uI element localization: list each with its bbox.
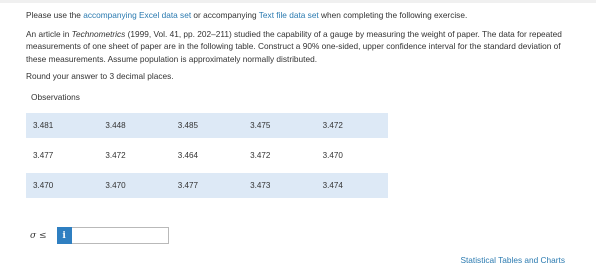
table-cell: 3.475 bbox=[243, 113, 315, 138]
problem-prefix: An article in bbox=[26, 28, 72, 39]
table-cell: 3.473 bbox=[243, 173, 315, 198]
top-divider bbox=[0, 0, 596, 3]
intro-text bbox=[26, 9, 574, 22]
problem-body: (1999, Vol. 41, pp. 202–211) studied the capability of a gauge by measuring the weight of paper. The data for repeated measurements of one sheet of paper are in the following table. Construct a 90% one-sided, upper confidence interval for the standard deviation of these measurements. Assume population is approximately normally distributed. bbox=[26, 28, 562, 64]
answer-input[interactable] bbox=[72, 227, 169, 244]
answer-row bbox=[30, 227, 169, 244]
table-cell: 3.485 bbox=[171, 113, 243, 138]
sigma-label: σ ≤ bbox=[30, 230, 47, 241]
table-cell: 3.470 bbox=[316, 143, 388, 168]
table-cell: 3.470 bbox=[26, 173, 98, 198]
table-cell: 3.464 bbox=[171, 143, 243, 168]
table-cell: 3.472 bbox=[243, 143, 315, 168]
observations-table bbox=[26, 113, 388, 198]
problem-statement bbox=[26, 28, 574, 66]
table-cell: 3.472 bbox=[316, 113, 388, 138]
table-cell: 3.477 bbox=[171, 173, 243, 198]
observations-label: Observations bbox=[31, 91, 80, 102]
journal-name: Technometrics bbox=[71, 28, 126, 39]
excel-data-link[interactable]: accompanying Excel data set bbox=[83, 10, 192, 20]
table-cell: 3.481 bbox=[26, 113, 98, 138]
rounding-note: Round your answer to 3 decimal places. bbox=[26, 71, 174, 81]
info-icon[interactable]: i bbox=[57, 227, 72, 244]
table-cell: 3.470 bbox=[98, 173, 170, 198]
intro-prefix: Please use the bbox=[26, 10, 84, 20]
table-cell: 3.477 bbox=[26, 143, 98, 168]
table-cell: 3.474 bbox=[316, 173, 388, 198]
intro-middle: or accompanying bbox=[191, 10, 259, 20]
text-data-link[interactable]: Text file data set bbox=[258, 10, 319, 20]
table-row bbox=[26, 143, 388, 168]
table-cell: 3.448 bbox=[98, 113, 170, 138]
statistical-tables-link[interactable]: Statistical Tables and Charts bbox=[460, 255, 565, 265]
intro-suffix: when completing the following exercise. bbox=[318, 10, 468, 20]
table-cell: 3.472 bbox=[98, 143, 170, 168]
exercise-content bbox=[26, 9, 574, 198]
table-row bbox=[26, 173, 388, 198]
table-row bbox=[26, 113, 388, 138]
